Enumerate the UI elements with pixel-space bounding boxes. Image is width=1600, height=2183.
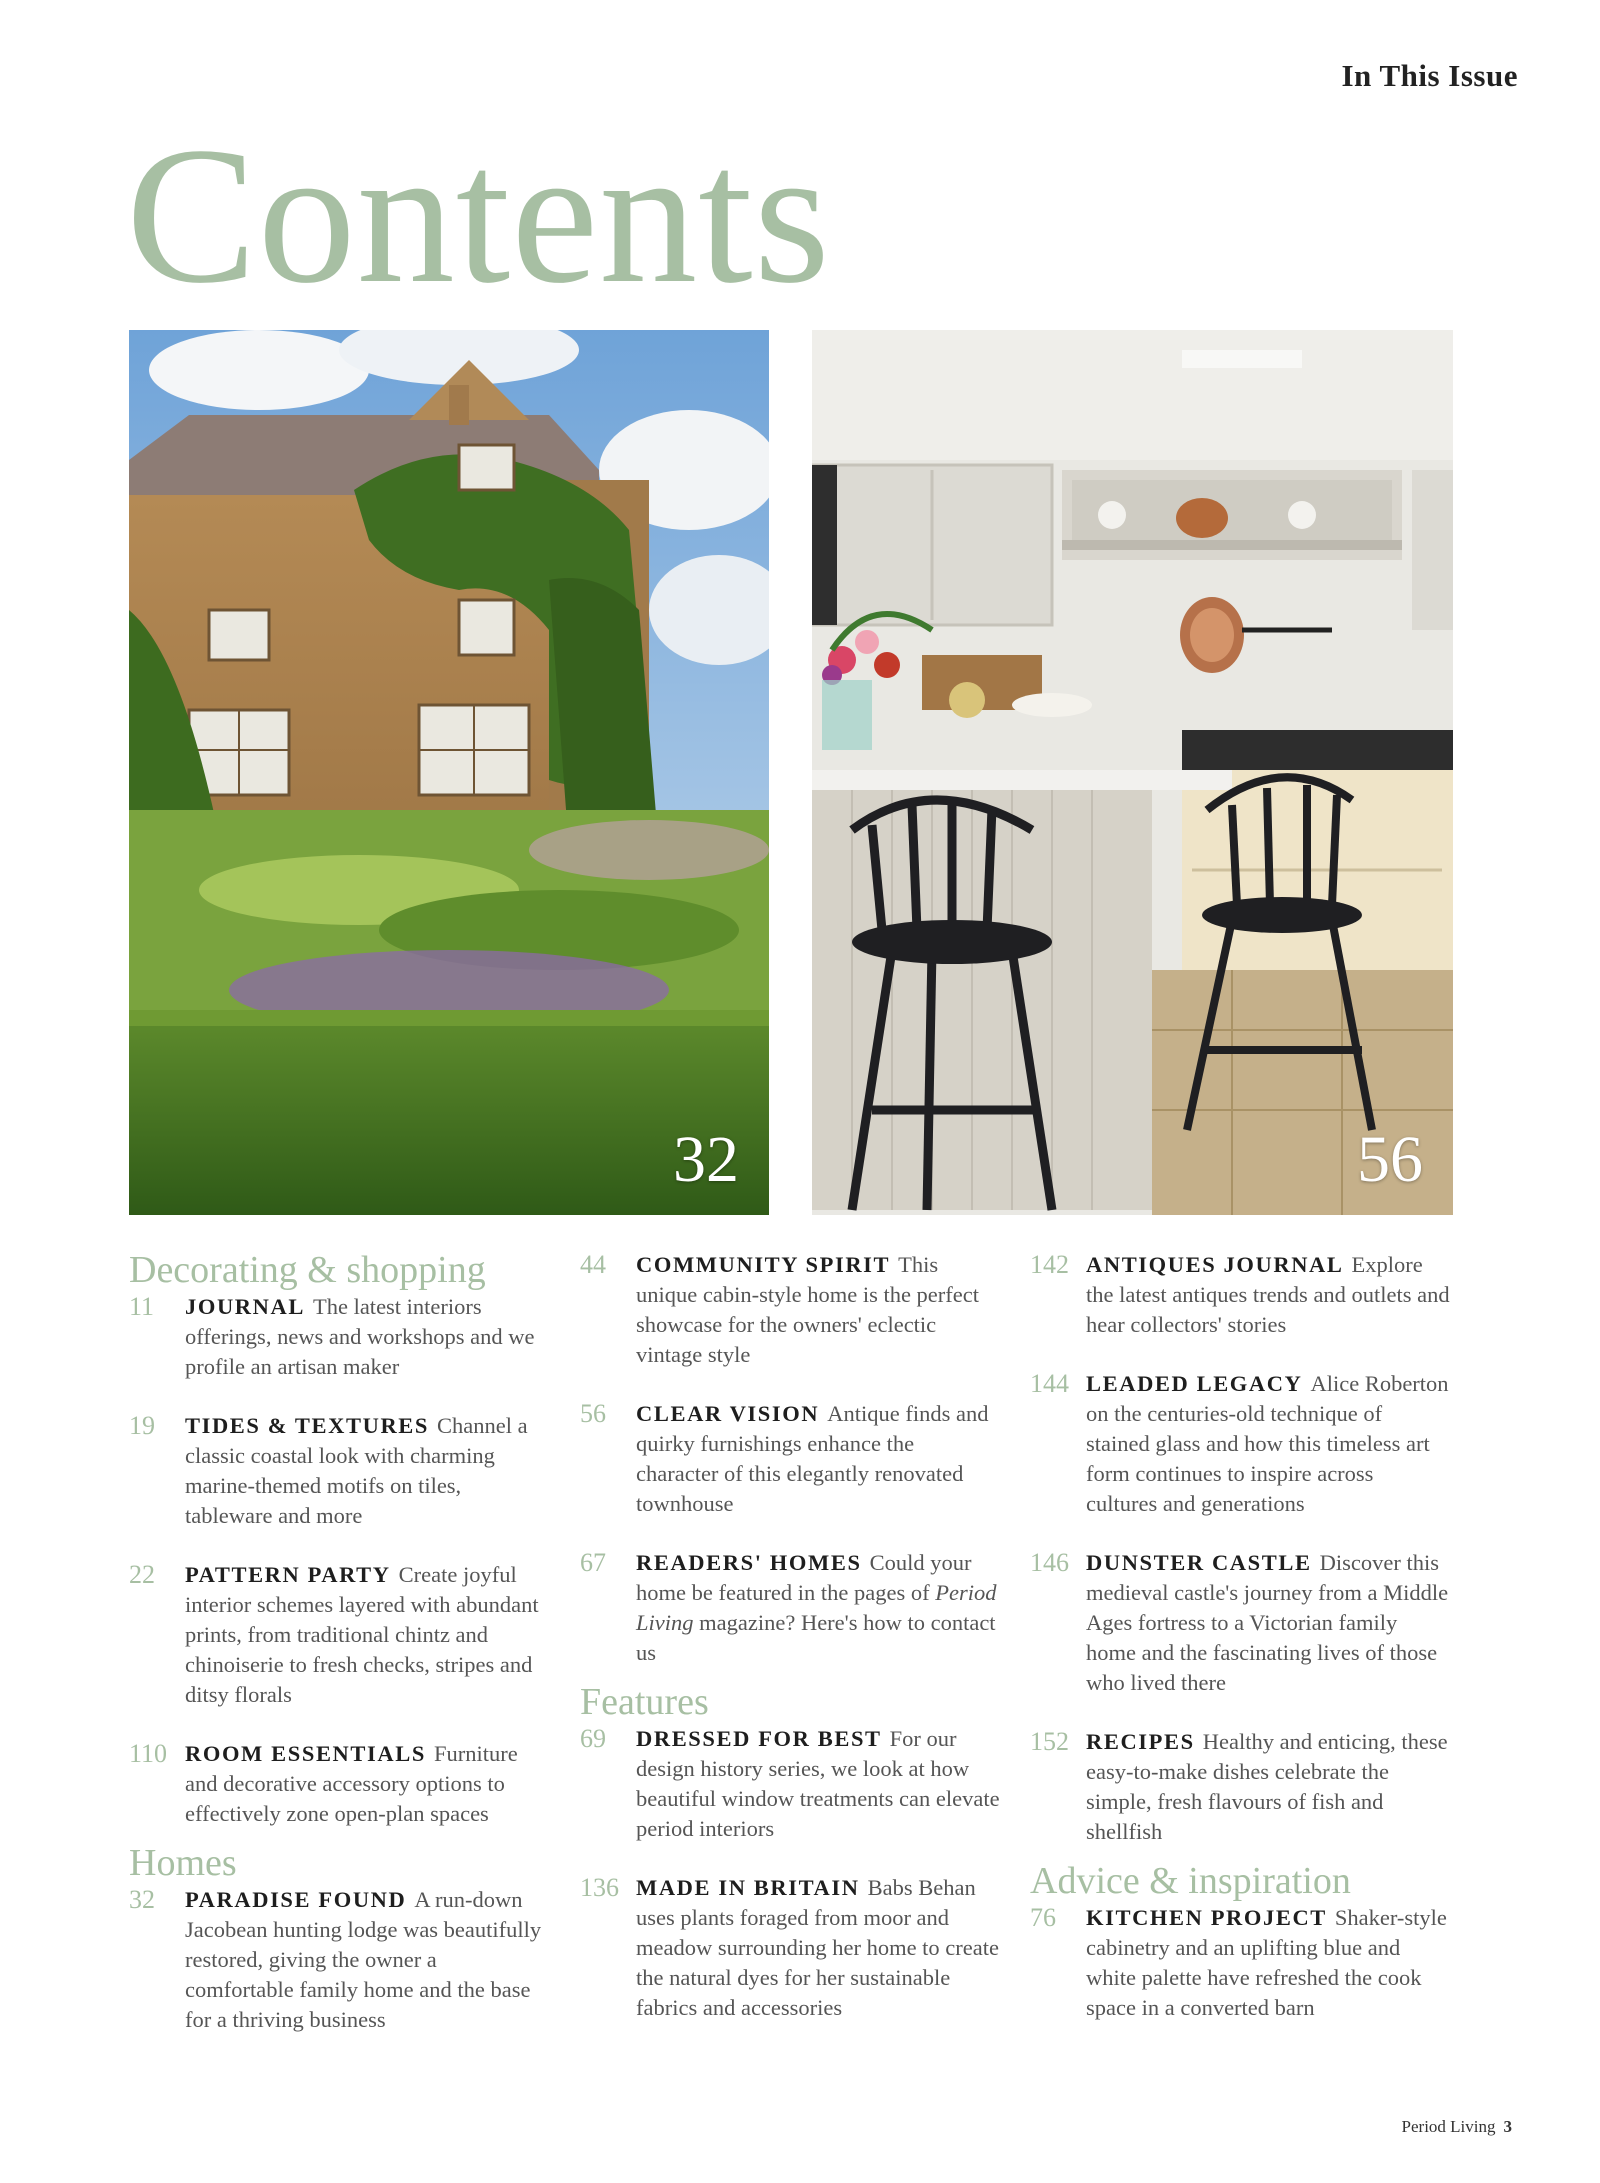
entry-description: The latest interiors offerings, news and workshops and we profile an artisan maker	[185, 1294, 535, 1379]
contents-column-2	[580, 1250, 1000, 2052]
entry-page-number: 152	[1030, 1727, 1069, 1756]
contents-entry[interactable]	[1030, 1250, 1450, 1340]
entry-description: For our design history series, we look at how beautiful window treatments can elevate period interiors	[636, 1726, 1000, 1841]
entry-description: Healthy and enticing, these easy-to-make dishes celebrate the simple, fresh flavours of fish and shellfish	[1086, 1729, 1448, 1844]
entry-title: PATTERN PARTY	[185, 1562, 391, 1587]
entry-description-part: magazine? Here's how to contact us	[636, 1610, 996, 1665]
photo-page-number: 32	[673, 1123, 739, 1196]
page-footer	[1402, 2117, 1512, 2137]
entry-page-number: 142	[1030, 1250, 1069, 1279]
contents-entry[interactable]	[1030, 1727, 1450, 1847]
section-title-advice: Advice & inspiration	[1030, 1860, 1351, 1902]
entry-description: Furniture and decorative accessory options to effectively zone open-plan spaces	[185, 1741, 518, 1826]
house-garden-photo[interactable]	[129, 330, 769, 1215]
entry-page-number: 11	[129, 1292, 155, 1321]
magazine-name: Period Living	[636, 1580, 997, 1635]
entry-page-number: 144	[1030, 1369, 1069, 1398]
contents-entry[interactable]	[1030, 1903, 1450, 2023]
entry-title: COMMUNITY SPIRIT	[636, 1252, 891, 1277]
entry-title: RECIPES	[1086, 1729, 1195, 1754]
entry-description-part: Could your home be featured in the pages of	[636, 1550, 972, 1605]
entry-description: Discover this medieval castle's journey from a Middle Ages fortress to a Victorian family home and the fascinating lives of those who lived there	[1086, 1550, 1449, 1695]
entry-page-number: 69	[580, 1724, 606, 1753]
photo-page-number: 56	[1357, 1123, 1423, 1196]
entry-title: DUNSTER CASTLE	[1086, 1550, 1312, 1575]
contents-entry[interactable]	[129, 1885, 549, 2035]
entry-title: CLEAR VISION	[636, 1401, 820, 1426]
entry-title: KITCHEN PROJECT	[1086, 1905, 1327, 1930]
footer-page-number: 3	[1503, 2117, 1512, 2136]
contents-entry[interactable]	[580, 1873, 1000, 2023]
entry-page-number: 67	[580, 1548, 606, 1577]
section-title-decorating: Decorating & shopping	[129, 1249, 486, 1291]
contents-entry[interactable]	[129, 1739, 549, 1829]
entry-title: PARADISE FOUND	[185, 1887, 407, 1912]
entry-description: A run-down Jacobean hunting lodge was beautifully restored, giving the owner a comfortable family home and the base for a thriving business	[185, 1887, 542, 2032]
entry-description: Shaker-style cabinetry and an uplifting blue and white palette have refreshed the cook space in a converted barn	[1086, 1905, 1447, 2020]
contents-entry[interactable]	[129, 1560, 549, 1710]
entry-title: JOURNAL	[185, 1294, 305, 1319]
entry-description: Babs Behan uses plants foraged from moor and meadow surrounding her home to create the natural dyes for her sustainable fabrics and accessories	[636, 1875, 999, 2020]
contents-column-3	[1030, 1250, 1450, 2052]
entry-page-number: 146	[1030, 1548, 1069, 1577]
entry-title: MADE IN BRITAIN	[636, 1875, 860, 1900]
section-title-features: Features	[580, 1681, 709, 1723]
entry-page-number: 136	[580, 1873, 619, 1902]
entry-description: Alice Roberton on the centuries-old technique of stained glass and how this timeless art form continues to inspire across cultures and generations	[1086, 1371, 1449, 1516]
entry-page-number: 76	[1030, 1903, 1056, 1932]
contents-entry[interactable]	[1030, 1548, 1450, 1698]
contents-entry[interactable]	[580, 1724, 1000, 1844]
section-title-homes: Homes	[129, 1842, 237, 1884]
section-header: In This Issue	[1341, 58, 1518, 93]
entry-page-number: 22	[129, 1560, 155, 1589]
entry-page-number: 44	[580, 1250, 606, 1279]
kitchen-photo[interactable]	[812, 330, 1453, 1215]
contents-entry[interactable]	[1030, 1369, 1450, 1519]
entry-title: ROOM ESSENTIALS	[185, 1741, 426, 1766]
contents-entry[interactable]	[129, 1411, 549, 1531]
contents-column-1	[129, 1250, 549, 2064]
house-garden-illustration	[129, 330, 769, 1215]
entry-description: Antique finds and quirky furnishings enhance the character of this elegantly renovated townhouse	[636, 1401, 989, 1516]
contents-entry[interactable]	[129, 1292, 549, 1382]
entry-title: LEADED LEGACY	[1086, 1371, 1303, 1396]
entry-description: This unique cabin-style home is the perfect showcase for the owners' eclectic vintage style	[636, 1252, 980, 1367]
entry-page-number: 19	[129, 1411, 155, 1440]
page-title: Contents	[126, 107, 831, 324]
footer-magazine-name: Period Living	[1401, 2117, 1496, 2136]
entry-description: Channel a classic coastal look with charming marine-themed motifs on tiles, tableware and more	[185, 1413, 528, 1528]
contents-entry[interactable]	[580, 1250, 1000, 1370]
kitchen-illustration	[812, 330, 1453, 1215]
entry-title: READERS' HOMES	[636, 1550, 862, 1575]
entry-title: TIDES & TEXTURES	[185, 1413, 430, 1438]
entry-title: ANTIQUES JOURNAL	[1086, 1252, 1344, 1277]
entry-title: DRESSED FOR BEST	[636, 1726, 882, 1751]
contents-entry[interactable]	[580, 1399, 1000, 1519]
entry-page-number: 32	[129, 1885, 155, 1914]
contents-entry[interactable]	[580, 1548, 1000, 1668]
entry-description: Create joyful interior schemes layered with abundant prints, from traditional chintz and chinoiserie to fresh checks, stripes and ditsy florals	[185, 1562, 539, 1707]
entry-page-number: 110	[129, 1739, 168, 1768]
entry-page-number: 56	[580, 1399, 606, 1428]
entry-description: Explore the latest antiques trends and outlets and hear collectors' stories	[1086, 1252, 1450, 1337]
